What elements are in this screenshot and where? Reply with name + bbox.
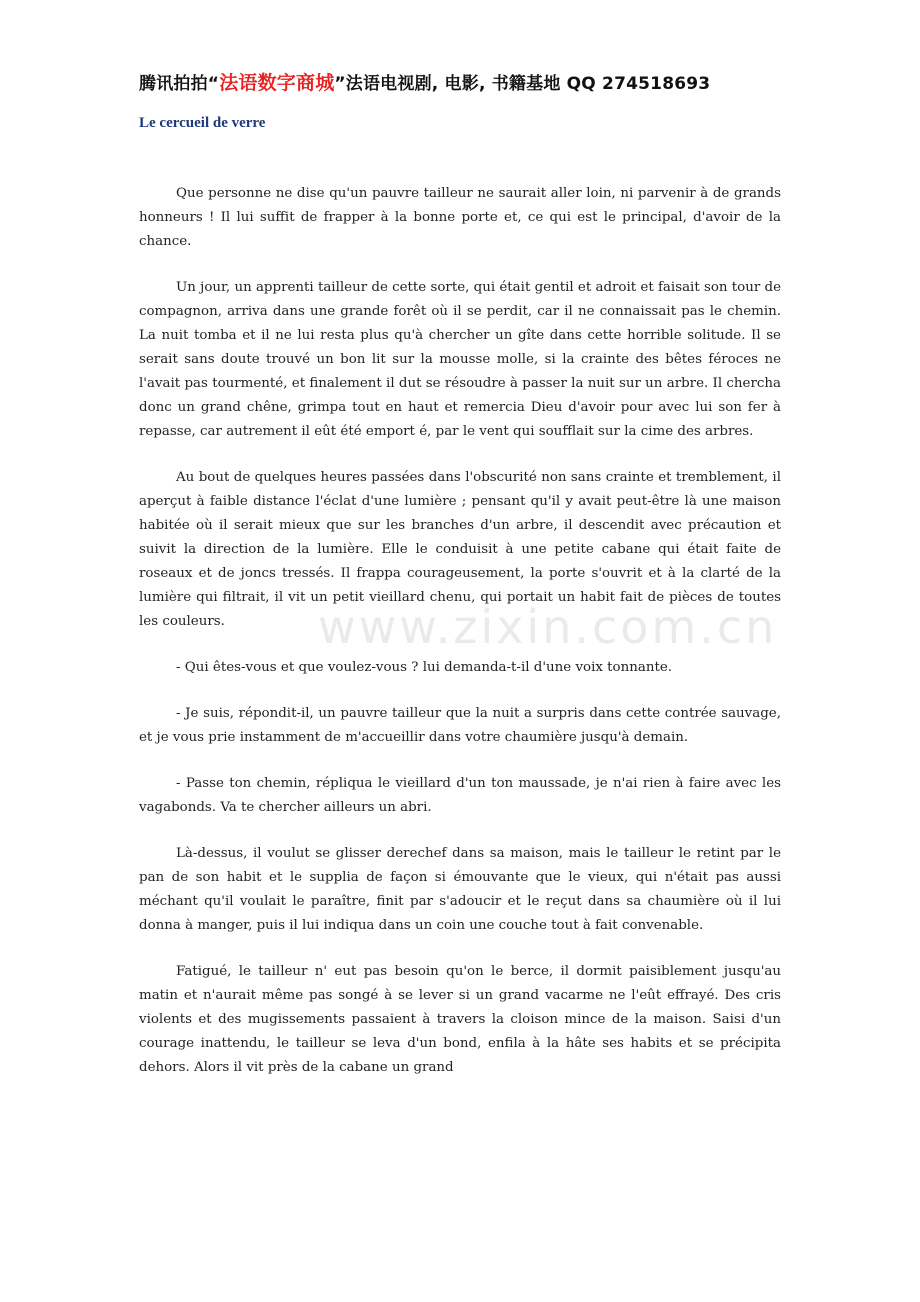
paragraph: - Je suis, répondit-il, un pauvre tailleur que la nuit a surpris dans cette contrée sauvage, et je vous prie instamment de m'accueillir dans votre chaumière jusqu'à demain. bbox=[139, 706, 781, 745]
paragraph: Là-dessus, il voulut se glisser derechef dans sa maison, mais le tailleur le retint par le pan de son habit et le supplia de façon si émouvante que le vieux, qui n'était pas aussi méchant qu'il voulait le paraître, finit par s'adoucir et le reçut dans sa chaumière où il lui donna à manger, puis il lui indiqua dans un coin une couche tout à fait convenable. bbox=[139, 846, 781, 933]
watermark: www.zixin.com.cn bbox=[318, 600, 778, 654]
banner-suffix: ”法语电视剧, 电影, 书籍基地 QQ 274518693 bbox=[334, 74, 711, 94]
banner-prefix: 腾讯拍拍“ bbox=[139, 74, 220, 94]
document-title: Le cercueil de verre bbox=[139, 115, 266, 131]
paragraph: Un jour, un apprenti tailleur de cette sorte, qui était gentil et adroit et faisait son tour de compagnon, arriva dans une grande forêt où il se perdit, car il ne connaissait pas le chemin. La nuit tomba et il ne lui resta plus qu'à chercher un gîte dans cette horrible solitude. Il se serait sans doute trouvé un bon lit sur la mousse molle, si la crainte des bêtes féroces ne l'avait pas tourmenté, et finalement il dut se résoudre à passer la nuit sur un arbre. Il chercha donc un grand chêne, grimpa tout en haut et remercia Dieu d'avoir pour avec lui son fer à repasse, car autrement il eût été emport é, par le vent qui soufflait sur la cime des arbres. bbox=[139, 280, 782, 439]
paragraph: Au bout de quelques heures passées dans l'obscurité non sans crainte et tremblement, il aperçut à faible distance l'éclat d'une lumière ; pensant qu'il y avait peut-être là une maison habitée où il serait mieux que sur les branches d'un arbre, il descendit avec précaution et suivit la direction de la lumière. Elle le conduisit à une petite cabane qui était faite de roseaux et de joncs tressés. Il frappa courageusement, la porte s'ouvrit et à la clarté de la lumière qui filtrait, il vit un petit vieillard chenu, qui portait un habit fait de pièces de toutes les couleurs. bbox=[139, 470, 781, 629]
paragraph: - Qui êtes-vous et que voulez-vous ? lui demanda-t-il d'une voix tonnante. bbox=[176, 660, 673, 675]
document-body bbox=[139, 182, 781, 1102]
header-banner bbox=[139, 68, 710, 95]
paragraph: - Passe ton chemin, répliqua le vieillard d'un ton maussade, je n'ai rien à faire avec les vagabonds. Va te chercher ailleurs un abri. bbox=[139, 776, 781, 815]
paragraph: Que personne ne dise qu'un pauvre tailleur ne saurait aller loin, ni parvenir à de grands honneurs ! Il lui suffit de frapper à la bonne porte et, ce qui est le principal, d'avoir de la chance. bbox=[139, 186, 781, 249]
paragraph: Fatigué, le tailleur n' eut pas besoin qu'on le berce, il dormit paisiblement jusqu'au matin et n'aurait même pas songé à se lever si un grand vacarme ne l'eût effrayé. Des cris violents et des mugissements passaient à travers la cloison mince de la maison. Saisi d'un courage inattendu, le tailleur se leva d'un bond, enfila à la hâte ses habits et se précipita dehors. Alors il vit près de la cabane un grand bbox=[139, 964, 781, 1075]
banner-brand: 法语数字商城 bbox=[219, 72, 335, 94]
